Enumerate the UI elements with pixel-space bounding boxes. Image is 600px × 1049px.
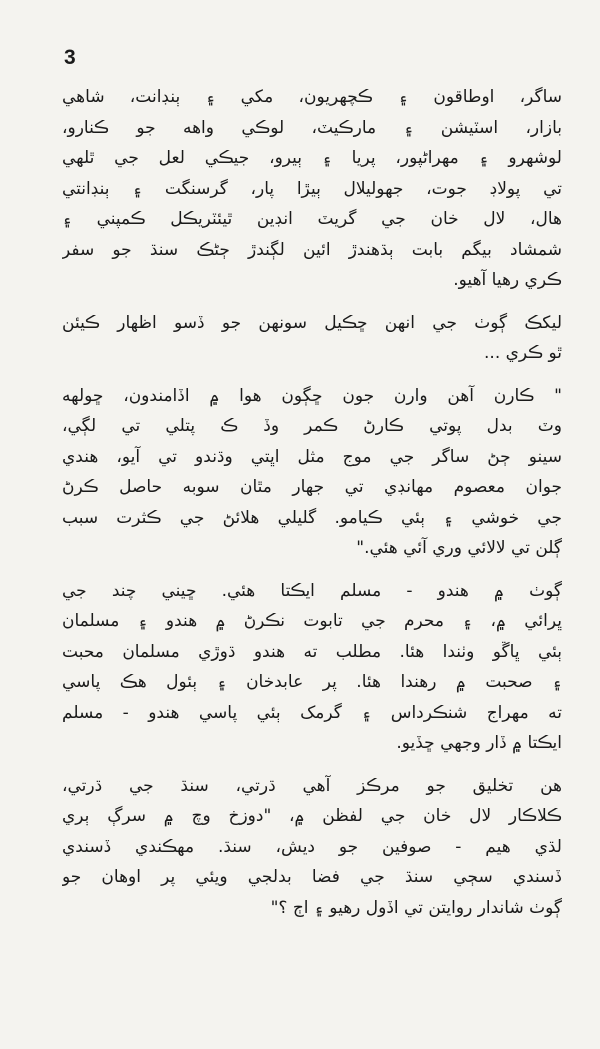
text-line: ۽ صحبت ۾ رهندا هئا. پر عابدخان ۽ ٻئول هڪ پاسي [62, 672, 562, 692]
text-line: هال، لال خان جي گريٽ انڊين ٿيئٽريڪل ڪمپني ۽ [62, 209, 562, 229]
text-line: تي پولاڊ جوت، جهوليلال ٻيڙا پار، گرسنگت ۽ ٻنڊانتي [62, 178, 562, 199]
text-line: لڌي هيم - صوفين جو ديش، سنڌ. مهڪندي ڏسندي [62, 836, 562, 857]
text-line: ڪري رهيا آهيو. [453, 270, 562, 290]
page-number: 3 [64, 46, 76, 69]
text-line: ايڪتا ۾ ڏار وجهي ڇڏيو. [396, 733, 562, 753]
paragraph [62, 381, 562, 564]
text-line: ڳوٺ ۾ هندو - مسلم ايڪتا هئي. ڇيني چند جي [62, 580, 562, 601]
text-line: ڳلن تي لالائي وري آئي هئي." [356, 538, 562, 558]
text-line: ٿو ڪري ... [484, 343, 562, 363]
paragraph [62, 576, 562, 759]
text-line: ته مهراج شنڪرداس ۽ گرمک ٻئي پاسي هندو - مسلم [62, 702, 562, 723]
text-line: ٻئي ڀاڱو وٺندا هئا. مطلب ته هندو ڌوڙي مسلمان محبت [62, 641, 562, 662]
text-line: ڪلاڪار لال خان جي لفظن ۾، "دوزخ وچ ۾ سرڳ ٻري [62, 806, 562, 826]
document-body [62, 82, 562, 927]
paragraph [62, 308, 562, 369]
paragraph [62, 82, 562, 296]
text-line: " ڪارن آهن وارن جون ڇڳون هوا ۾ اڏامندون، ڇولهه [62, 385, 562, 406]
text-line: ڳوٺ شاندار روايتن تي اڏول رهيو ۽ اڄ ؟" [270, 897, 562, 918]
text-line: ڀرائي ۾، ۽ محرم جي تابوت نڪرڻ ۾ هندو ۽ مسلمان [62, 611, 562, 631]
text-line: سينو ڄڻ ساگر جي موج مثل اڀتي وڌندو تي آيو، هندي [62, 446, 562, 467]
text-line: بازار، اسٽيشن ۽ مارڪيٽ، لوڪي واهه جو ڪنارو، [62, 117, 562, 138]
text-line: لوشهرو ۽ مهراڻپور، پريا ۽ ٻيرو، جيڪي لعل جي ٿلهي [62, 148, 562, 168]
text-line: هن تخليق جو مرڪز آهي ڌرتي، سنڌ جي ڌرتي، [62, 775, 562, 796]
text-line: ڏسندي سڄي سنڌ جي فضا بدلجي ويئي پر اوهان جو [62, 867, 562, 887]
text-line: ليکڪ ڳوٺ جي انهن ڇڪيل سونهن جو ڏسو اظهار ڪيئن [62, 312, 562, 333]
text-line: ساگر، اوطاقون ۽ ڪچهريون، مکي ۽ ٻنڊانت، شاهي [62, 87, 562, 107]
text-line: جوان معصوم مهانڊي تي جهار مٿان سوبه حاصل ڪرڻ [62, 477, 562, 497]
text-line: جي خوشي ۽ ٻئي ڪيامو. گليلي هلائڻ جي ڪثرت سبب [62, 507, 562, 528]
text-line: وٽ بدل پوتي ڪارڻ ڪمر وڏ ڪ پتلي تي لڳي، [62, 416, 562, 436]
text-line: شمشاد بيگم بابت ٻڌهندڙ ائين لڳندڙ ڄڻڪ سنڌ جو سفر [62, 239, 562, 260]
paragraph [62, 771, 562, 924]
